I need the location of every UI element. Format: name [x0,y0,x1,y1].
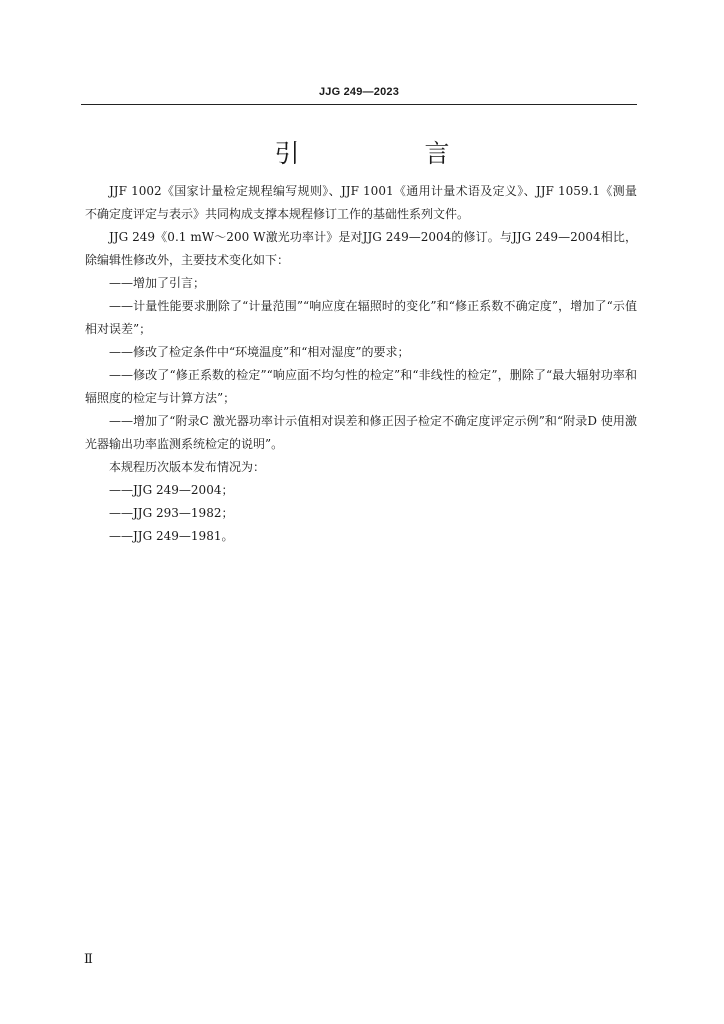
page-number: Ⅱ [84,952,93,967]
change-item: ——增加了引言； [109,276,206,290]
body-text [85,180,637,548]
document-code-header: JJG 249—2023 [318,86,400,98]
version-item: ——JJG 249—2004； [109,483,234,497]
change-item: ——增加了“附录C 激光器功率计示值相对误差和修正因子检定不确定度评定示例”和“附录D 使用激光器输出功率监测系统检定的说明”。 [85,414,637,451]
section-title: 引 言 [274,139,500,168]
header-divider [81,104,637,105]
paragraph-version-history: 本规程历次版本发布情况为： [109,460,266,474]
change-item: ——修改了检定条件中“环境温度”和“相对湿度”的要求； [109,345,410,359]
change-item: ——修改了“修正系数的检定”“响应面不均匀性的检定”和“非线性的检定”，删除了“最大辐射功率和辐照度的检定与计算方法”； [85,368,637,405]
change-item: ——计量性能要求删除了“计量范围”“响应度在辐照时的变化”和“修正系数不确定度”，增加了“示值相对误差”； [85,299,637,336]
version-item: ——JJG 249—1981。 [109,529,234,543]
version-item: ——JJG 293—1982； [109,506,234,520]
paragraph-reference-docs: JJF 1002《国家计量检定规程编写规则》、JJF 1001《通用计量术语及定义》、JJF 1059.1《测量不确定度评定与表示》共同构成支撑本规程修订工作的基础性系列文件。 [85,184,637,221]
paragraph-revision-intro: JJG 249《0.1 mW～200 W激光功率计》是对JJG 249—2004的修订。与JJG 249—2004相比，除编辑性修改外，主要技术变化如下： [85,230,637,267]
